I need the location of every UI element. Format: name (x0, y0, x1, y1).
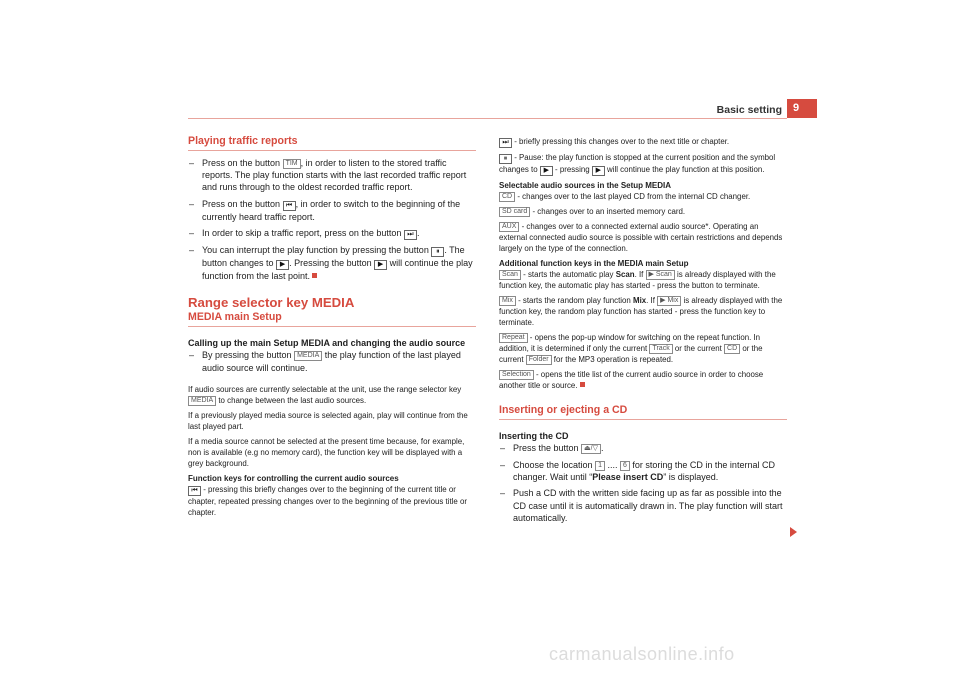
watermark: carmanualsonline.info (549, 644, 735, 664)
paragraph-3: If a media source cannot be selected at the present time because, for example, non is available (e.g no memory card), the function key will be displayed with a grey background. (188, 437, 465, 469)
traffic-step-3: – In order to skip a traffic report, press on the button ⏭ . (188, 227, 476, 240)
pause-icon: ⏸ (499, 154, 512, 164)
cd-key-label: CD (724, 344, 740, 354)
source-aux: AUX - changes over to a connected external audio source*. Operating an external connected audio source is possible with certain restrictions and depends largely on the type of the connection. (499, 222, 783, 253)
scan-active-key-label: ▶ Scan (646, 270, 675, 280)
section-title-media: Range selector key MEDIA (188, 294, 355, 310)
key-scan: Scan - starts the automatic play Scan. If ▶ Scan is already displayed with the function key, the automatic play has started - press the button to terminate. (499, 270, 776, 290)
paragraph-2: If a previously played media source is selected again, play will continue from the last played part. (188, 411, 468, 432)
aux-key-label: AUX (499, 222, 519, 232)
eject-icon: ⏏/▽ (581, 444, 601, 454)
selectable-sources-heading: Selectable audio sources in the Setup MEDIA (499, 181, 672, 190)
key-selection: Selection - opens the title list of the current audio source in order to choose another title or source. (499, 370, 764, 390)
sub-heading: Calling up the main Setup MEDIA and changing the audio source (188, 337, 466, 348)
traffic-step-4: – You can interrupt the play function by pressing the button ⏸ . The button changes to ▶ . Pressing the button ▶ will continue the play function from the last point. (188, 244, 476, 282)
function-key-back: ⏮ - pressing this briefly changes over to the beginning of the current title or chapter, repeated pressing changes over to the beginning of the previous title or chapter. (188, 485, 467, 518)
media-button-label: MEDIA (294, 351, 322, 361)
insert-step-3: – Push a CD with the written side facing up as far as possible into the CD case until it is automatically drawn in. The play function will start automatically. (499, 487, 787, 524)
repeat-key-label: Repeat (499, 333, 528, 343)
section-title-media-setup: MEDIA main Setup (188, 312, 476, 327)
skip-back-icon: ⏮ (283, 201, 296, 211)
insert-step-1: – Press the button ⏏/▽ . (499, 442, 787, 454)
source-cd: CD - changes over to the last played CD from the internal CD changer. (499, 191, 787, 202)
source-sd: SD card - changes over to an inserted memory card. (499, 206, 787, 217)
page-number: 9 (787, 99, 817, 118)
skip-forward-icon: ⏭ (499, 138, 512, 148)
left-column (188, 136, 476, 518)
section-title-traffic: Playing traffic reports (188, 136, 476, 151)
skip-back-icon: ⏮ (188, 486, 201, 496)
mix-active-key-label: ▶ Mix (657, 296, 681, 306)
section-title-insert-cd: Inserting or ejecting a CD (499, 405, 787, 420)
slot-6-key-label: 6 (620, 461, 630, 471)
sd-card-key-label: SD card (499, 207, 530, 217)
key-repeat: Repeat - opens the pop-up window for switching on the repeat function. In addition, it is determined if only the current Track or the current CD or the current Folder for the MP3 operation is repeated. (499, 333, 763, 364)
traffic-step-1: – Press on the button TIM , in order to listen to the stored traffic reports. The play function starts with the last recorded traffic report and runs through to the oldest recorded traffic report. (188, 157, 476, 194)
scan-key-label: Scan (499, 270, 521, 280)
media-step: – By pressing the button MEDIA the play function of the last played audio source will continue. (188, 349, 476, 374)
play-icon: ▶ (540, 166, 553, 176)
traffic-step-2: – Press on the button ⏮ , in order to switch to the beginning of the currently heard traffic report. (188, 198, 476, 223)
cd-key-label: CD (499, 192, 515, 202)
section-end-marker (580, 382, 585, 387)
selection-key-label: Selection (499, 370, 534, 380)
play-icon: ▶ (592, 166, 605, 176)
next-page-arrow-icon (790, 527, 797, 537)
tim-button-label: TIM (283, 159, 301, 169)
section-end-marker (312, 273, 317, 278)
inserting-heading: Inserting the CD (499, 430, 569, 441)
skip-forward-icon: ⏭ (404, 230, 417, 240)
header-title: Basic setting (716, 104, 782, 116)
header-rule (188, 118, 787, 119)
media-button-label: MEDIA (188, 396, 216, 406)
function-keys-heading: Function keys for controlling the current audio sources (188, 474, 399, 484)
slot-1-key-label: 1 (595, 461, 605, 471)
function-key-pause: ⏸ - Pause: the play function is stopped at the current position and the symbol changes to ▶ - pressing ▶ will continue the play function at this position. (499, 153, 776, 174)
track-key-label: Track (649, 344, 672, 354)
play-icon: ▶ (276, 260, 289, 270)
play-icon: ▶ (374, 260, 387, 270)
pause-icon: ⏸ (431, 247, 444, 257)
mix-key-label: Mix (499, 296, 516, 306)
insert-step-2: – Choose the location 1 .... 6 for storing the CD in the internal CD changer. Wait until “Please insert CD” is displayed. (499, 459, 787, 484)
function-key-next: ⏭ - briefly pressing this changes over to the next title or chapter. (499, 136, 787, 148)
key-mix: Mix - starts the random play function Mix. If ▶ Mix is already displayed with the function key, the random play function has started - press the function key to terminate. (499, 296, 783, 327)
right-column (499, 136, 787, 525)
folder-key-label: Folder (526, 355, 552, 365)
additional-keys-heading: Additional function keys in the MEDIA main Setup (499, 259, 689, 268)
paragraph-1: If audio sources are currently selectable at the unit, use the range selector key MEDIA to change between the last audio sources. (188, 385, 462, 406)
